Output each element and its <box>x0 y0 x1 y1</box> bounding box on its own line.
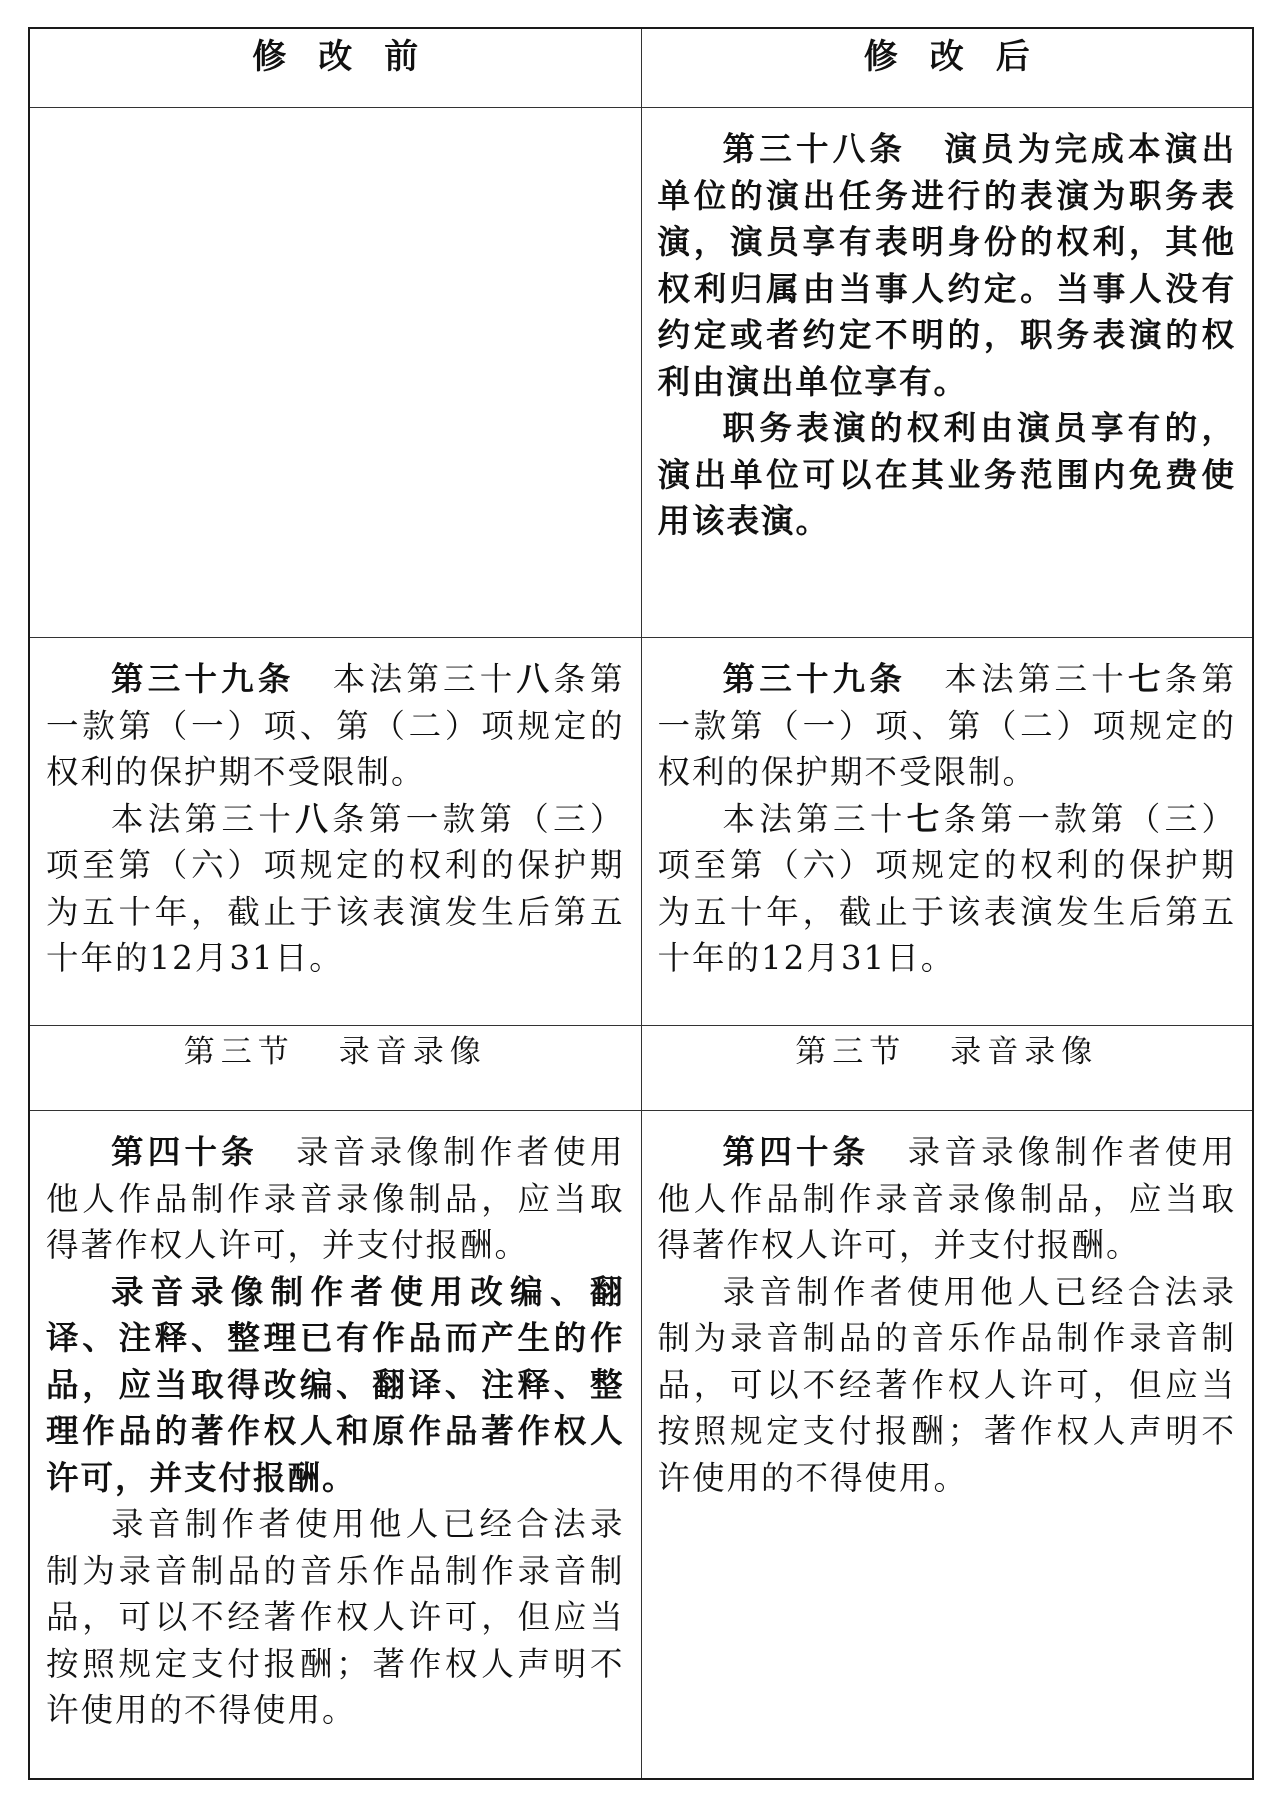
art39-before-cell <box>29 638 641 1026</box>
art40-after-num: 第四十条 <box>722 1132 870 1171</box>
art40-before-cell <box>29 1111 641 1780</box>
art39-before-num: 第三十九条 <box>111 659 295 698</box>
section-before-num: 第三节 <box>183 1034 295 1070</box>
art39-after-p2c: 条第一款第（三）项至第（六）项规定的权利的保护期为五十年，截止于该表演发生后第五十年的12月31日。 <box>657 799 1236 977</box>
art39-before-p1b: 八 <box>516 659 554 698</box>
section-after <box>641 1026 1253 1111</box>
art39-after-cell <box>641 638 1253 1026</box>
comparison-table <box>28 27 1254 1780</box>
header-row <box>29 28 1253 108</box>
art40-after-p1: 录音录像制作者使用他人作品制作录音录像制品，应当取得著作权人许可，并支付报酬。 <box>657 1133 1236 1264</box>
art40-before-num: 第四十条 <box>111 1132 258 1171</box>
art40-before-para2: 录音录像制作者使用改编、翻译、注释、整理已有作品而产生的作品，应当取得改编、翻译、注释、整理作品的著作权人和原作品著作权人许可，并支付报酬。 <box>46 1271 625 1497</box>
art40-before-para1 <box>46 1129 625 1269</box>
art40-after-cell <box>641 1111 1253 1780</box>
section-before <box>29 1026 641 1111</box>
row-art39 <box>29 638 1253 1026</box>
art38-after-para2: 职务表演的权利由演员享有的，演出单位可以在其业务范围内免费使用该表演。 <box>657 408 1236 540</box>
section-after-title: 录音录像 <box>950 1034 1099 1070</box>
art40-after-para2: 录音制作者使用他人已经合法录制为录音制品的音乐作品制作录音制品，可以不经著作权人许可，但应当按照规定支付报酬；著作权人声明不许使用的不得使用。 <box>657 1272 1236 1497</box>
art39-before-p2c: 条第一款第（三）项至第（六）项规定的权利的保护期为五十年，截止于该表演发生后第五十年的12月31日。 <box>46 799 625 977</box>
art38-after-num: 第三十八条 <box>722 129 907 168</box>
row-section <box>29 1026 1253 1111</box>
art38-before-cell <box>29 108 641 638</box>
art39-before-p1a: 本法第三十 <box>330 660 517 698</box>
art39-after-para1 <box>658 656 1237 796</box>
art39-after-p1a: 本法第三十 <box>942 660 1128 698</box>
art39-after-p1c: 条第一款第（一）项、第（二）项规定的权利的保护期不受限制。 <box>657 660 1236 791</box>
section-before-title: 录音录像 <box>338 1034 487 1070</box>
art39-after-p1b: 七 <box>1128 659 1165 698</box>
row-art38 <box>29 108 1253 638</box>
art39-before-para2 <box>46 796 625 982</box>
header-before: 修改前 <box>29 28 641 108</box>
art40-after-para1 <box>658 1129 1237 1269</box>
art39-before-p1c: 条第一款第（一）项、第（二）项规定的权利的保护期不受限制。 <box>46 660 625 791</box>
art38-after-text1: 演员为完成本演出单位的演出任务进行的表演为职务表演，演员享有表明身份的权利，其他权利归属由当事人约定。当事人没有约定或者约定不明的，职务表演的权利由演出单位享有。 <box>657 129 1236 401</box>
art39-before-para1 <box>46 656 625 796</box>
row-art40 <box>29 1111 1253 1780</box>
section-after-num: 第三节 <box>795 1034 907 1070</box>
art38-after-para1 <box>658 126 1237 405</box>
art39-after-p2b: 七 <box>906 798 944 838</box>
art40-before-para3: 录音制作者使用他人已经合法录制为录音制品的音乐作品制作录音制品，可以不经著作权人许可，但应当按照规定支付报酬；著作权人声明不许使用的不得使用。 <box>46 1505 625 1729</box>
art39-before-p2a: 本法第三十 <box>111 799 296 838</box>
art39-before-p2b: 八 <box>295 798 333 838</box>
art39-after-para2 <box>658 796 1237 982</box>
art39-after-p2a: 本法第三十 <box>722 799 907 838</box>
art40-before-p1: 录音录像制作者使用他人作品制作录音录像制品，应当取得著作权人许可，并支付报酬。 <box>46 1133 625 1264</box>
art39-after-num: 第三十九条 <box>722 659 907 698</box>
header-after: 修改后 <box>641 28 1253 108</box>
art38-after-cell <box>641 108 1253 638</box>
